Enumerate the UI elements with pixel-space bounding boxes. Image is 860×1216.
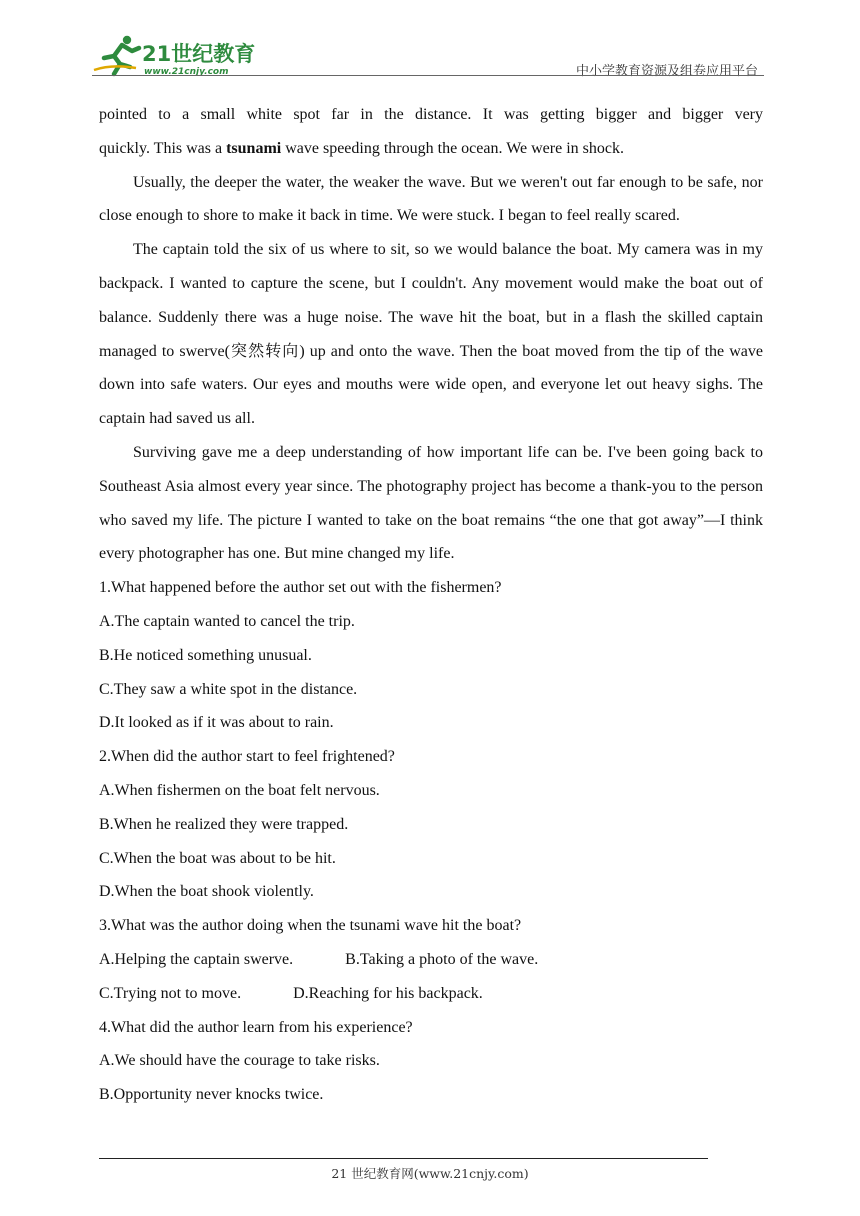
site-logo [92,34,267,78]
page-header [92,30,764,78]
passage-paragraph: The captain told the six of us where to sit, so we would balance the boat. My camera was in my backpack. I wanted to capture the scene, but I couldn't. Any movement would make the boat out of balance. Suddenly there was a huge noise. The wave hit the boat, but in a flash the skilled captain managed to swerve(突然转向) up and onto the wave. Then the boat moved from the tip of the wave down into safe waters. Our eyes and mouths were wide open, and everyone let out heavy sighs. The captain had saved us all. [99,241,763,428]
platform-title: 中小学教育资源及组卷应用平台 [575,64,758,79]
option: D.When the boat shook violently. [99,883,314,901]
logo-text: 21世纪教育 [142,42,256,66]
main-content [99,98,763,1112]
question-stem: 2.When did the author start to feel frightened? [99,748,395,766]
passage-paragraph: Usually, the deeper the water, the weaker the wave. But we weren't out far enough to be safe, nor close enough to shore to make it back in time. We were stuck. I began to feel really scared. [99,173,763,225]
option: C.They saw a white spot in the distance. [99,680,358,698]
logo-url: www.21cnjy.com [144,67,229,77]
option: C.When the boat was about to be hit. [99,849,336,867]
option: D.It looked as if it was about to rain. [99,714,334,732]
option: A.The captain wanted to cancel the trip. [99,612,355,630]
question-stem: 4.What did the author learn from his experience? [99,1018,413,1036]
option: D.Reaching for his backpack. [293,984,483,1002]
passage-paragraph: Surviving gave me a deep understanding of how important life can be. I've been going back to Southeast Asia almost every year since. The photography project has become a thank-you to the person who saved my life. The picture I wanted to take on the boat remains “the one that got away”—I think every photographer has one. But mine changed my life. [99,443,763,563]
option: A.We should have the courage to take risks. [99,1052,380,1070]
text-span: wave speeding through the ocean. We were in shock. [281,139,624,157]
page-footer: 21 世纪教育网(www.21cnjy.com) [331,1166,529,1181]
footer-divider [99,1158,708,1159]
keyword-tsunami: tsunami [226,139,282,157]
option: B.Opportunity never knocks twice. [99,1086,324,1104]
option-row [99,977,763,1011]
question-stem: 1.What happened before the author set out with the fishermen? [99,579,502,597]
option: A.When fishermen on the boat felt nervous. [99,781,380,799]
option: A.Helping the captain swerve. [99,950,294,968]
option-row [99,943,763,977]
question-stem: 3.What was the author doing when the tsunami wave hit the boat? [99,917,522,935]
passage-line: pointed to a small white spot far in the distance. It was getting bigger and bigger very [99,106,763,123]
option: B.He noticed something unusual. [99,646,312,664]
passage-line [99,132,763,166]
text-span: quickly. This was a [99,139,227,157]
option: B.Taking a photo of the wave. [345,950,539,968]
option: C.Trying not to move. [99,984,242,1002]
option: B.When he realized they were trapped. [99,815,349,833]
runner-icon [94,36,139,74]
header-divider [92,75,764,76]
